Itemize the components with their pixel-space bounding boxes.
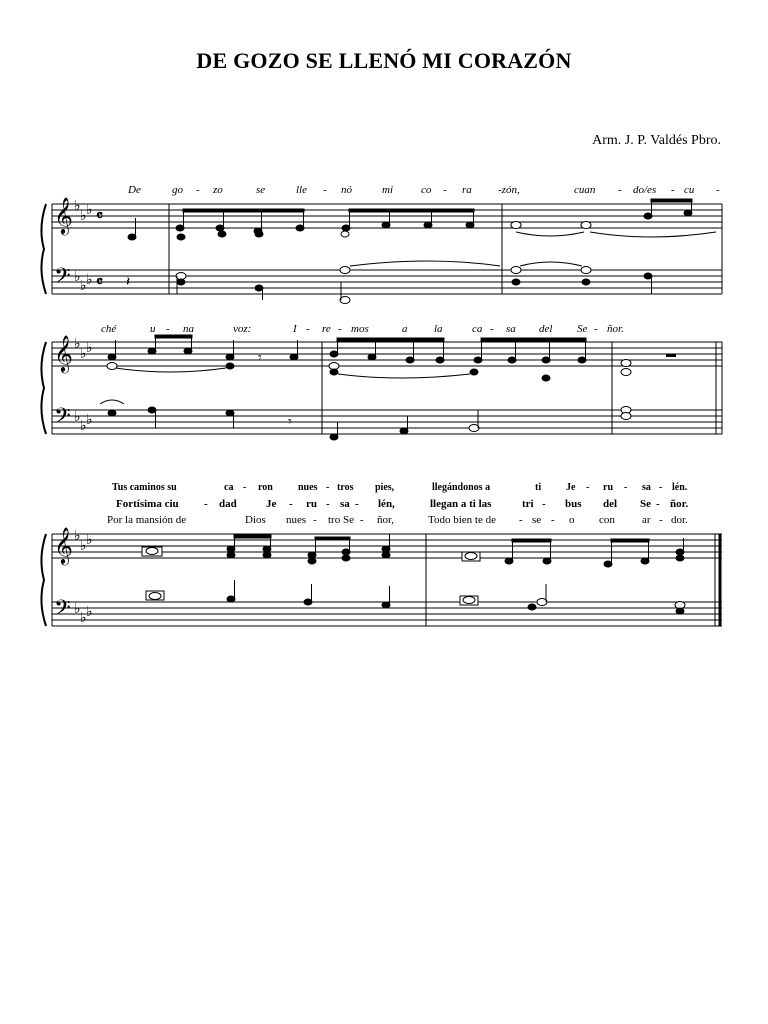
lyric-syllable: Se (343, 514, 354, 526)
lyric-syllable: ca (224, 482, 234, 493)
lyric-syllable: se (532, 514, 542, 526)
lyric-syllable: - (586, 482, 590, 493)
svg-text:𝄾: 𝄾 (288, 414, 292, 430)
svg-text:♭: ♭ (80, 346, 87, 362)
lyric-syllable: - (306, 323, 310, 335)
lyric-syllable: Dios (245, 514, 266, 526)
flat-icon: ♭ (74, 198, 81, 214)
svg-text:♭: ♭ (80, 538, 87, 554)
lyric-syllable: - (326, 498, 330, 510)
lyric-syllable: del (603, 498, 618, 510)
lyric-syllable: ra (462, 184, 472, 196)
bass-clef-icon: 𝄢 (54, 264, 71, 294)
svg-text:𝄢: 𝄢 (54, 596, 71, 626)
lyric-syllable: re (322, 323, 331, 335)
lyric-syllable: ar (642, 514, 651, 526)
lyric-syllable: Se (640, 498, 651, 510)
svg-text:♭: ♭ (74, 409, 81, 425)
lyric-syllable: a (402, 323, 408, 335)
svg-text:♭: ♭ (86, 340, 93, 356)
lyric-syllable: ru (306, 498, 317, 510)
lyric-syllable: - (490, 323, 494, 335)
time-signature-common-icon: 𝄴 (96, 206, 104, 225)
lyric-syllable: dad (219, 498, 237, 510)
svg-text:♭: ♭ (74, 528, 81, 544)
lyric-syllable: Fortísima ciu (116, 498, 179, 510)
lyric-syllable: Todo bien te de (428, 514, 496, 526)
lyric-syllable: del (539, 323, 553, 335)
svg-text:𝄢: 𝄢 (54, 404, 71, 434)
lyric-syllable: - (338, 323, 342, 335)
lyric-syllable: - (659, 482, 663, 493)
lyric-syllable: - (323, 184, 327, 196)
lyric-syllable: cuan (574, 184, 596, 196)
staff-system-1 (41, 204, 722, 294)
lyric-syllable: - (289, 498, 293, 510)
lyric-syllable: ti (535, 482, 542, 493)
lyric-syllable: - (360, 514, 364, 526)
lyric-syllable: ñor, (377, 514, 394, 526)
lyric-syllable: tro (328, 514, 341, 526)
lyric-syllable: mos (351, 323, 369, 335)
note-head (128, 234, 136, 240)
lyric-syllable: pies, (375, 482, 395, 493)
lyric-syllable: - (326, 482, 330, 493)
lyric-syllable: - (443, 184, 447, 196)
lyric-syllable: - (313, 514, 317, 526)
lyric-syllable: ru (603, 482, 613, 493)
svg-text:♭: ♭ (86, 532, 93, 548)
lyric-syllable: llegándonos a (432, 482, 491, 493)
staff-system-2 (41, 342, 722, 434)
lyric-syllable: llegan a ti las (430, 498, 492, 510)
lyric-syllable: I (293, 323, 297, 335)
lyric-syllable: - (656, 498, 660, 510)
arranger-credit: Arm. J. P. Valdés Pbro. (592, 133, 721, 148)
lyric-syllable: - (618, 184, 622, 196)
lyric-syllable: u (150, 323, 156, 335)
lyric-syllable: ron (258, 482, 273, 493)
lyric-syllable: lén. (672, 482, 688, 493)
lyric-syllable: - (624, 482, 628, 493)
lyric-syllable: bus (565, 498, 582, 510)
lyric-syllable: - (166, 323, 170, 335)
lyric-syllable: tros (337, 482, 354, 493)
lyric-syllable: voz: (233, 323, 252, 335)
lyric-syllable: - (204, 498, 208, 510)
lyric-syllable: - (716, 184, 720, 196)
lyric-syllable: - (542, 498, 546, 510)
lyric-syllable: ca (472, 323, 483, 335)
svg-text:♭: ♭ (80, 208, 87, 224)
lyric-syllable: zo (213, 184, 223, 196)
lyric-syllable: go (172, 184, 183, 196)
svg-text:♭: ♭ (74, 269, 81, 285)
lyric-syllable: Je (566, 482, 576, 493)
lyric-syllable: - (519, 514, 523, 526)
svg-text:♭: ♭ (74, 336, 81, 352)
lyric-syllable: sa (642, 482, 651, 493)
lyric-syllable: mi (382, 184, 393, 196)
lyric-syllable: dor. (671, 514, 688, 526)
treble-clef-icon: 𝄞 (54, 196, 73, 234)
lyric-syllable: nues (286, 514, 307, 526)
svg-text:♭: ♭ (86, 272, 93, 288)
page-title: DE GOZO SE LLENÓ MI CORAZÓN (196, 48, 572, 73)
lyric-syllable: sa (506, 323, 516, 335)
svg-text:𝄾: 𝄾 (258, 350, 262, 366)
lyric-syllable: nó (341, 184, 352, 196)
lyric-syllable: Tus caminos su (112, 482, 177, 493)
lyric-syllable: - (196, 184, 200, 196)
svg-text:♭: ♭ (74, 601, 81, 617)
lyric-syllable: -zón, (498, 184, 520, 196)
lyric-syllable: lén, (378, 498, 395, 510)
lyric-syllable: o (569, 514, 575, 526)
lyric-syllable: - (243, 482, 247, 493)
lyric-syllable: Por la mansión de (107, 514, 187, 526)
svg-text:♭: ♭ (80, 418, 87, 434)
svg-text:𝄞: 𝄞 (54, 526, 73, 564)
svg-text:𝄽: 𝄽 (126, 274, 131, 290)
lyric-syllable: ñor. (607, 323, 624, 335)
svg-text:𝄴: 𝄴 (96, 272, 104, 291)
lyric-syllable: sa (340, 498, 350, 510)
svg-text:♭: ♭ (86, 604, 93, 620)
svg-text:♭: ♭ (80, 610, 87, 626)
lyric-syllable: lle (296, 184, 307, 196)
lyric-syllable: la (434, 323, 443, 335)
lyric-syllable: - (659, 514, 663, 526)
lyric-syllable: ché (101, 323, 117, 335)
lyric-syllable: cu (684, 184, 695, 196)
lyric-syllable: Je (266, 498, 277, 510)
lyric-syllable: - (594, 323, 598, 335)
lyric-syllable: do/es (633, 184, 657, 196)
svg-text:♭: ♭ (80, 278, 87, 294)
lyric-syllable: con (599, 514, 615, 526)
svg-text:♭: ♭ (86, 412, 93, 428)
lyric-syllable: nues (298, 482, 318, 493)
lyric-syllable: na (183, 323, 194, 335)
lyric-syllable: - (355, 498, 359, 510)
lyric-syllable: se (256, 184, 266, 196)
lyric-syllable: ñor. (670, 498, 689, 510)
lyric-syllable: Se (577, 323, 588, 335)
svg-text:♭: ♭ (86, 202, 93, 218)
lyric-syllable: De (128, 184, 141, 196)
lyric-syllable: - (551, 514, 555, 526)
lyric-syllable: tri (522, 498, 534, 510)
svg-text:𝄞: 𝄞 (54, 334, 73, 372)
lyric-syllable: co (421, 184, 432, 196)
lyric-syllable: - (671, 184, 675, 196)
